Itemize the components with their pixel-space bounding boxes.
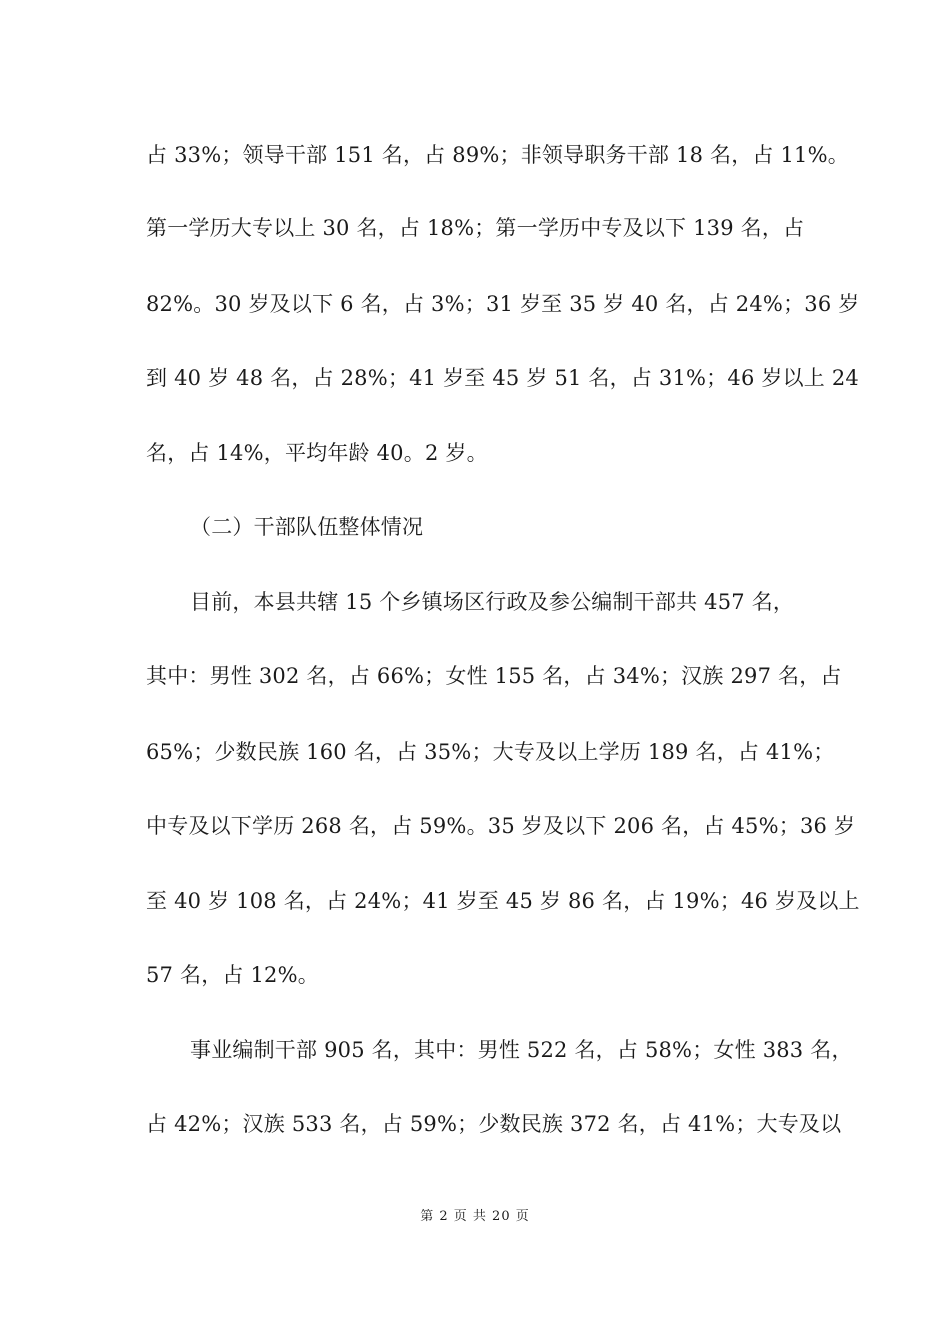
text-line: 中专及以下学历 268 名，占 59%。35 岁及以下 206 名，占 45%；36 岁 xyxy=(146,814,856,838)
text-line: 占 33%；领导干部 151 名，占 89%；非领导职务干部 18 名，占 11%。 xyxy=(146,143,849,167)
text-line: 82%。30 岁及以下 6 名，占 3%；31 岁至 35 岁 40 名，占 24%；36 岁 xyxy=(146,292,860,316)
section-heading: （二）干部队伍整体情况 xyxy=(190,515,424,539)
text-line: 目前，本县共辖 15 个乡镇场区行政及参公编制干部共 457 名， xyxy=(190,590,795,614)
page-number-footer: 第 2 页 共 20 页 xyxy=(420,1209,530,1224)
text-line: 名，占 14%，平均年龄 40。2 岁。 xyxy=(146,441,488,465)
text-line: 至 40 岁 108 名，占 24%；41 岁至 45 岁 86 名，占 19%；46 岁及以上 xyxy=(146,889,860,913)
text-line: 57 名，占 12%。 xyxy=(146,963,319,987)
text-line: 其中：男性 302 名，占 66%；女性 155 名，占 34%；汉族 297 名，占 xyxy=(146,664,842,688)
text-line: 到 40 岁 48 名，占 28%；41 岁至 45 岁 51 名，占 31%；46 岁以上 24 xyxy=(146,366,859,390)
text-line: 事业编制干部 905 名，其中：男性 522 名，占 58%；女性 383 名， xyxy=(190,1038,853,1062)
text-line: 第一学历大专以上 30 名，占 18%；第一学历中专及以下 139 名，占 xyxy=(146,216,805,240)
text-line: 占 42%；汉族 533 名，占 59%；少数民族 372 名，占 41%；大专及以 xyxy=(146,1112,842,1136)
text-line: 65%；少数民族 160 名，占 35%；大专及以上学历 189 名，占 41%； xyxy=(146,740,835,764)
